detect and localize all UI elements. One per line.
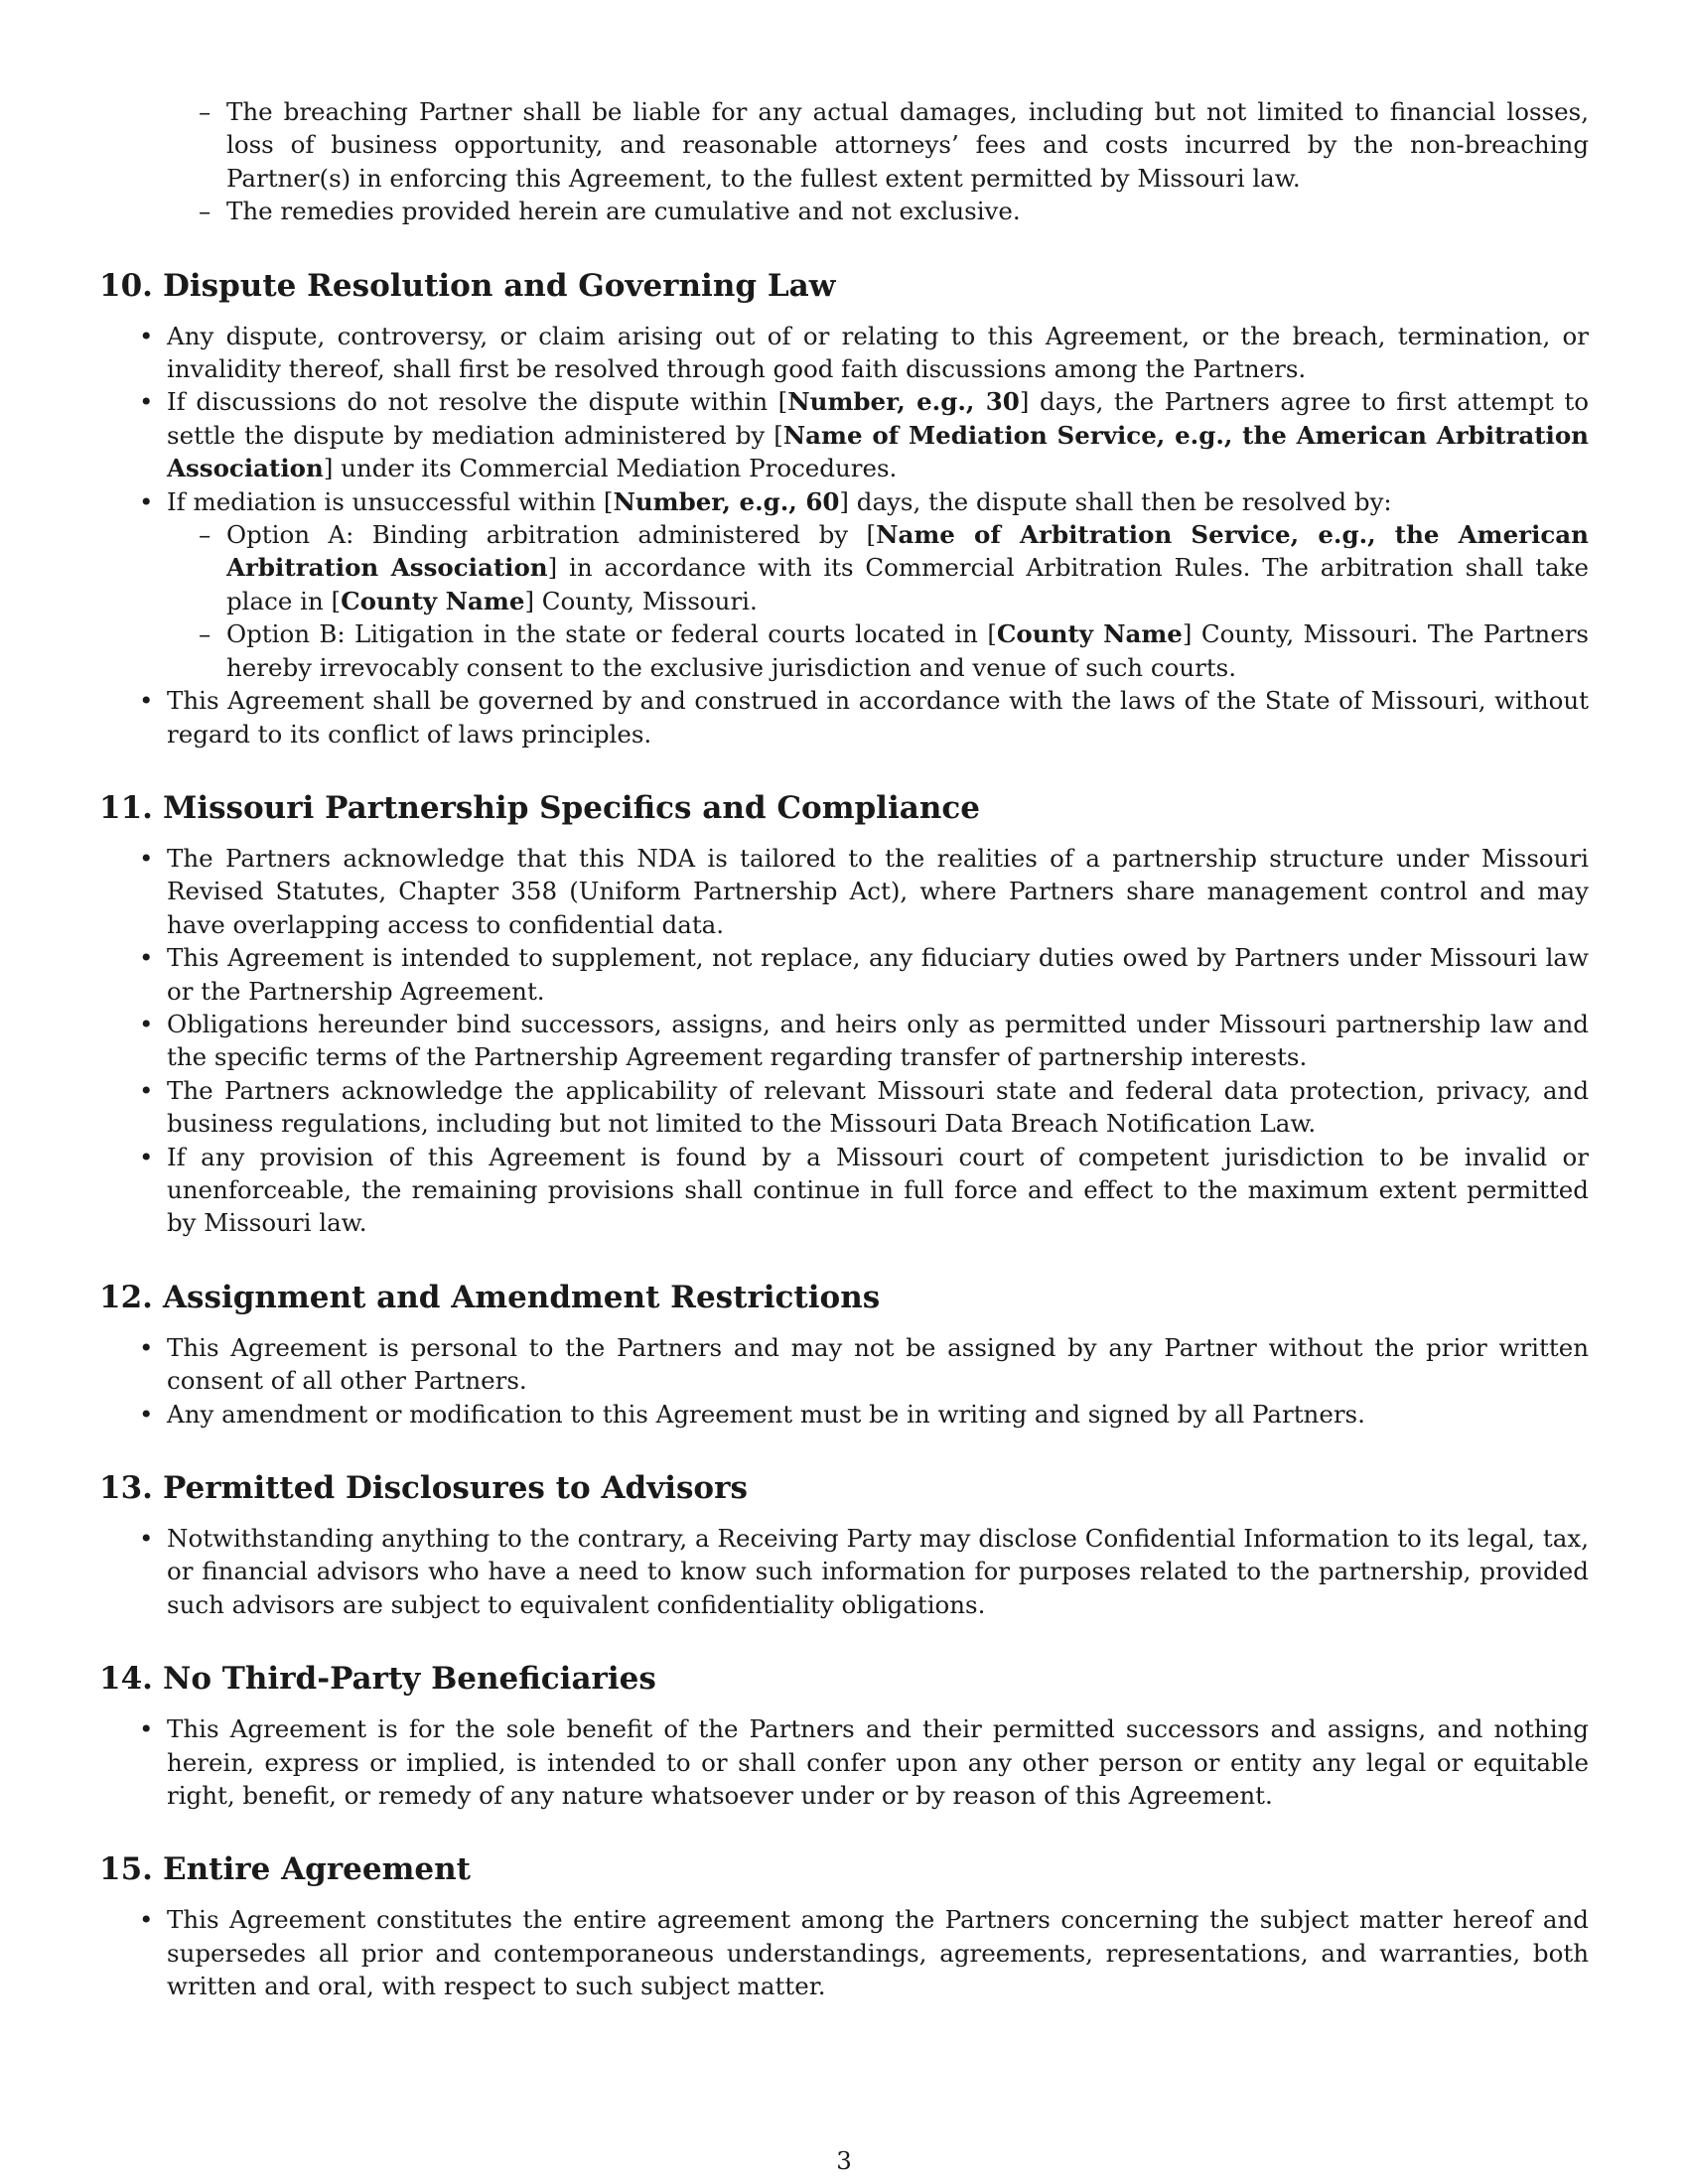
list-item-text: Obligations hereunder bind successors, assigns, and heirs only as permitted under Missouri partnership law and the specific terms of the Partnership Agreement regarding transfer of partnership interests.: [167, 1009, 1589, 1072]
section-title: No Third-Party Beneficiaries: [163, 1661, 656, 1698]
dash-marker: –: [199, 520, 211, 550]
list-item: [99, 1398, 1589, 1431]
list-item-text: This Agreement is personal to the Partners and may not be assigned by any Partner without the prior written consent of all other Partners.: [167, 1332, 1589, 1396]
section-number: 14.: [99, 1661, 153, 1698]
bullet-list: [99, 1903, 1589, 2002]
section-title: Assignment and Amendment Restrictions: [163, 1279, 881, 1315]
list-item-text: The Partners acknowledge that this NDA is tailored to the realities of a partnership structure under Missouri Revised Statutes, Chapter 358 (Uniform Partnership Act), where Partners share management control and may have overlapping access to confidential data.: [167, 843, 1589, 939]
bullet-marker: •: [139, 843, 154, 873]
section-heading: [99, 1278, 1589, 1317]
dash-marker: –: [199, 97, 211, 126]
bullet-list: [99, 1522, 1589, 1621]
list-item-text: If any provision of this Agreement is found by a Missouri court of competent jurisdiction to be invalid or unenforceable, the remaining provisions shall continue in full force and effect to the maximum extent permitted by Missouri law.: [167, 1142, 1589, 1238]
section-heading: [99, 1659, 1589, 1699]
bullet-marker: •: [139, 1142, 154, 1171]
section-12: [99, 1278, 1589, 1431]
list-item-text: Any amendment or modification to this Agreement must be in writing and signed by all Partners.: [167, 1399, 1365, 1429]
section-11: [99, 788, 1589, 1240]
dash-marker: –: [199, 197, 211, 226]
bullet-marker: •: [139, 1009, 154, 1038]
list-item: [99, 941, 1589, 1008]
list-item-text: Notwithstanding anything to the contrary, a Receiving Party may disclose Confidential Information to its legal, tax, or financial advisors who have a need to know such information for purposes related to the partnership, provided such advisors are subject to equivalent confidentiality obligations.: [167, 1524, 1589, 1619]
section-13: [99, 1468, 1589, 1621]
section-number: 11.: [99, 789, 153, 826]
dash-marker: –: [199, 619, 211, 649]
intro-dash-list: [99, 95, 1589, 228]
placeholder-term: County Name: [996, 619, 1183, 649]
placeholder-term: Name of Arbitration Service, e.g., the American Arbitration Association: [226, 520, 1589, 583]
list-item-text: This Agreement is intended to supplement, not replace, any fiduciary duties owed by Partners under Missouri law or the Partnership Agreement.: [167, 943, 1589, 1006]
list-item-text: The Partners acknowledge the applicability of relevant Missouri state and federal data protection, privacy, and business regulations, including but not limited to the Missouri Data Breach Notification Law.: [167, 1075, 1589, 1139]
section-number: 12.: [99, 1279, 153, 1315]
bullet-marker: •: [139, 321, 154, 350]
section-heading: [99, 266, 1589, 306]
text-run: ] under its Commercial Mediation Procedures.: [323, 454, 898, 483]
section-number: 15.: [99, 1851, 153, 1888]
list-item-text: The breaching Partner shall be liable for any actual damages, including but not limited to financial losses, loss of business opportunity, and reasonable attorneys’ fees and costs incurred by the non-breaching Partner(s) in enforcing this Agreement, to the fullest extent permitted by Missouri law.: [226, 97, 1589, 193]
list-item-text: The remedies provided herein are cumulative and not exclusive.: [226, 197, 1021, 226]
placeholder-term: County Name: [341, 586, 525, 615]
section-10: [99, 266, 1589, 751]
list-item-text: Any dispute, controversy, or claim arising out of or relating to this Agreement, or the breach, termination, or invalidity thereof, shall first be resolved through good faith discussions among the Partners.: [167, 321, 1589, 384]
bullet-list: [99, 1712, 1589, 1812]
bullet-marker: •: [139, 387, 154, 417]
text-run: Option A: Binding arbitration administered by [: [226, 520, 877, 550]
section-number: 10.: [99, 267, 153, 304]
list-item: [99, 1522, 1589, 1621]
list-item: [99, 385, 1589, 484]
document-page: [99, 95, 1589, 2003]
list-item: [99, 95, 1589, 195]
text-run: If discussions do not resolve the dispute within [: [167, 387, 788, 417]
bullet-list: [99, 1331, 1589, 1431]
bullet-marker: •: [139, 1905, 154, 1935]
list-item-text: This Agreement constitutes the entire agreement among the Partners concerning the subject matter hereof and supersedes all prior and contemporaneous understandings, agreements, representations, and warranties, both written and oral, with respect to such subject matter.: [167, 1905, 1589, 2001]
bullet-list: [99, 842, 1589, 1240]
section-heading: [99, 788, 1589, 828]
section-14: [99, 1659, 1589, 1812]
text-run: ] County, Missouri.: [524, 586, 758, 615]
bullet-marker: •: [139, 1524, 154, 1553]
placeholder-term: Number, e.g., 60: [613, 486, 840, 516]
bullet-list: [99, 320, 1589, 751]
list-item: [99, 1141, 1589, 1240]
section-number: 13.: [99, 1470, 153, 1506]
text-run: Option B: Litigation in the state or federal courts located in [: [226, 619, 997, 649]
section-heading: [99, 1849, 1589, 1889]
list-item: [99, 842, 1589, 941]
list-item: [99, 485, 1589, 684]
list-item: [99, 1074, 1589, 1141]
section-15: [99, 1849, 1589, 2002]
bullet-marker: •: [139, 943, 154, 973]
bullet-marker: •: [139, 1332, 154, 1362]
text-run: ] days, the dispute shall then be resolved by:: [839, 486, 1392, 516]
bullet-marker: •: [139, 1399, 154, 1429]
option-b: [167, 617, 1589, 684]
list-item: [99, 1331, 1589, 1398]
section-title: Dispute Resolution and Governing Law: [163, 267, 836, 304]
list-item: [99, 195, 1589, 227]
text-run: ] County, Missouri. The Partners hereby irrevocably consent to the exclusive jurisdiction and venue of such courts.: [226, 619, 1589, 682]
section-title: Permitted Disclosures to Advisors: [163, 1470, 748, 1506]
list-item: [99, 1008, 1589, 1074]
text-run: ] in accordance with its Commercial Arbitration Rules. The arbitration shall take place in [: [226, 553, 1589, 615]
placeholder-term: Number, e.g., 30: [787, 387, 1020, 417]
list-item: [99, 1903, 1589, 2002]
section-title: Entire Agreement: [163, 1851, 471, 1888]
text-run: If mediation is unsuccessful within [: [167, 486, 614, 516]
bullet-marker: •: [139, 1714, 154, 1744]
bullet-marker: •: [139, 486, 154, 516]
bullet-marker: •: [139, 1075, 154, 1105]
page-number: 3: [836, 2146, 852, 2175]
list-item: [99, 684, 1589, 751]
section-heading: [99, 1468, 1589, 1508]
list-item-text: This Agreement shall be governed by and construed in accordance with the laws of the State of Missouri, without regard to its conflict of laws principles.: [167, 686, 1589, 749]
list-item: [99, 320, 1589, 386]
text-run: ] days, the Partners agree to first attempt to settle the dispute by mediation administered by [: [167, 387, 1589, 450]
option-a: [167, 518, 1589, 617]
option-list: [167, 518, 1589, 684]
section-title: Missouri Partnership Specifics and Compliance: [163, 789, 980, 826]
bullet-marker: •: [139, 686, 154, 716]
placeholder-term: Name of Mediation Service, e.g., the American Arbitration Association: [167, 420, 1589, 483]
list-item-text: This Agreement is for the sole benefit of the Partners and their permitted successors and assigns, and nothing herein, express or implied, is intended to or shall confer upon any other person or entity any legal or equitable right, benefit, or remedy of any nature whatsoever under or by reason of this Agreement.: [167, 1714, 1589, 1811]
list-item: [99, 1712, 1589, 1812]
